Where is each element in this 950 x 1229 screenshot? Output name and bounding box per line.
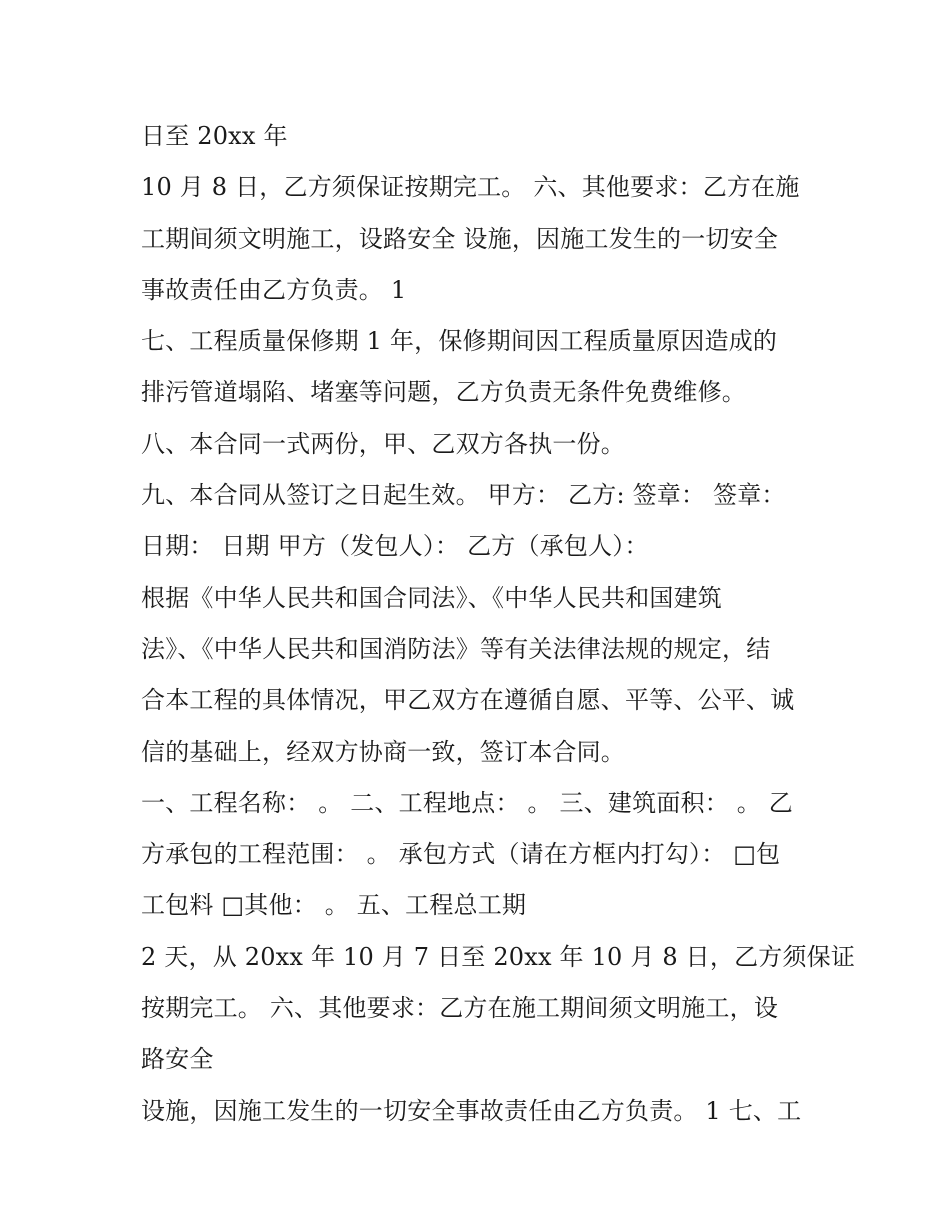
text-line: 九、本合同从签订之日起生效。 甲方： 乙方: 签章： 签章： <box>141 481 786 510</box>
text-line: 10 月 8 日，乙方须保证按期完工。 六、其他要求：乙方在施 <box>141 173 800 202</box>
text-line: 路安全 <box>141 1045 214 1074</box>
text-line: 排污管道塌陷、堵塞等问题，乙方负责无条件免费维修。 <box>141 378 746 407</box>
text-line: 一、工程名称： 。 二、工程地点： 。 三、建筑面积： 。 乙 <box>141 788 793 817</box>
text-line: 方承包的工程范围： 。 承包方式（请在方框内打勾）： □包 <box>141 840 781 869</box>
text-line: 工期间须文明施工，设路安全 设施，因施工发生的一切安全 <box>141 224 779 253</box>
text-line: 法》、《中华人民共和国消防法》等有关法律法规的规定，结 <box>141 634 771 663</box>
text-line: 八、本合同一式两份，甲、乙双方各执一份。 <box>141 429 625 458</box>
text-line: 事故责任由乙方负责。 1 <box>141 275 407 304</box>
text-line: 根据《中华人民共和国合同法》、《中华人民共和国建筑 <box>141 583 722 612</box>
text-line: 日至 20xx 年 <box>141 122 288 150</box>
text-line: 信的基础上，经双方协商一致，签订本合同。 <box>141 737 625 766</box>
text-line: 2 天，从 20xx 年 10 月 7 日至 20xx 年 10 月 8 日，乙方须保证 <box>141 942 856 971</box>
text-line: 按期完工。 六、其他要求：乙方在施工期间须文明施工，设 <box>141 994 779 1023</box>
document-body <box>141 111 856 1137</box>
text-line: 合本工程的具体情况，甲乙双方在遵循自愿、平等、公平、诚 <box>141 686 795 715</box>
text-line: 工包料 □其他： 。 五、工程总工期 <box>141 891 527 920</box>
text-line: 设施，因施工发生的一切安全事故责任由乙方负责。 1 七、工 <box>141 1096 802 1125</box>
text-line: 日期： 日期 甲方（发包人）： 乙方（承包人）： <box>141 532 649 561</box>
text-line: 七、工程质量保修期 1 年，保修期间因工程质量原因造成的 <box>141 327 778 356</box>
